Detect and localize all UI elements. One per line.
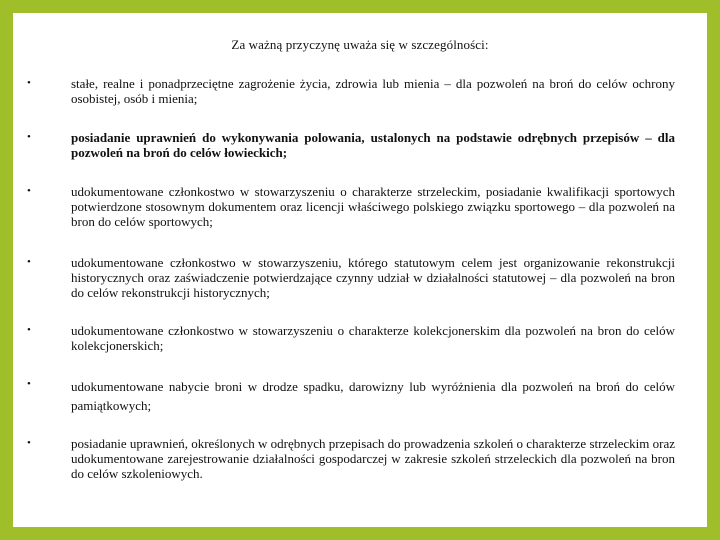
list-item-text: udokumentowane nabycie broni w drodze spadku, darowizny lub wyróżnienia dla pozwoleń na broń do celów pamiątkowych; <box>71 379 675 413</box>
list-item-text: udokumentowane członkostwo w stowarzyszeniu o charakterze kolekcjonerskim dla pozwoleń na bron do celów kolekcjonerskich; <box>71 323 675 353</box>
heading-colon: : <box>484 37 489 52</box>
list-item-text: udokumentowane członkostwo w stowarzyszeniu, którego statutowym celem jest organizowanie rekonstrukcji historycznych oraz zaświadczenie potwierdzające czynny udział w działalności statutowej – dla pozwoleń na bron do celów rekonstrukcji historycznych; <box>71 255 675 300</box>
slide-heading <box>13 37 707 53</box>
slide-content <box>13 13 707 527</box>
list-item-text: posiadanie uprawnień do wykonywania polowania, ustalonych na podstawie odrębnych przepisów – dla pozwoleń na broń do celów łowieckich; <box>71 130 675 160</box>
bullet-icon: • <box>27 131 31 143</box>
bullet-icon: • <box>27 256 31 268</box>
bullet-icon: • <box>27 185 31 197</box>
bullet-icon: • <box>27 77 31 89</box>
list-item-text: posiadanie uprawnień, określonych w odrębnych przepisach do prowadzenia szkoleń o charakterze strzeleckim oraz udokumentowane zarejestrowanie działalności gospodarczej w zakresie szkoleń strzeleckich dla pozwoleń na bron do celów szkoleniowych. <box>71 436 675 481</box>
list-item-text: stałe, realne i ponadprzeciętne zagrożenie życia, zdrowia lub mienia – dla pozwoleń na broń do celów ochrony osobistej, osób i mienia; <box>71 76 675 106</box>
heading-text: Za ważną przyczynę uważa się w szczególności <box>231 37 485 52</box>
list-item-text: udokumentowane członkostwo w stowarzyszeniu o charakterze strzeleckim, posiadanie kwalifikacji sportowych potwierdzone stosownym dokumentem oraz licencji właściwego polskiego związku sportowego – dla pozwoleń na bron do celów sportowych; <box>71 184 675 229</box>
bullet-icon: • <box>27 437 31 449</box>
bullet-icon: • <box>27 378 31 390</box>
bullet-icon: • <box>27 324 31 336</box>
